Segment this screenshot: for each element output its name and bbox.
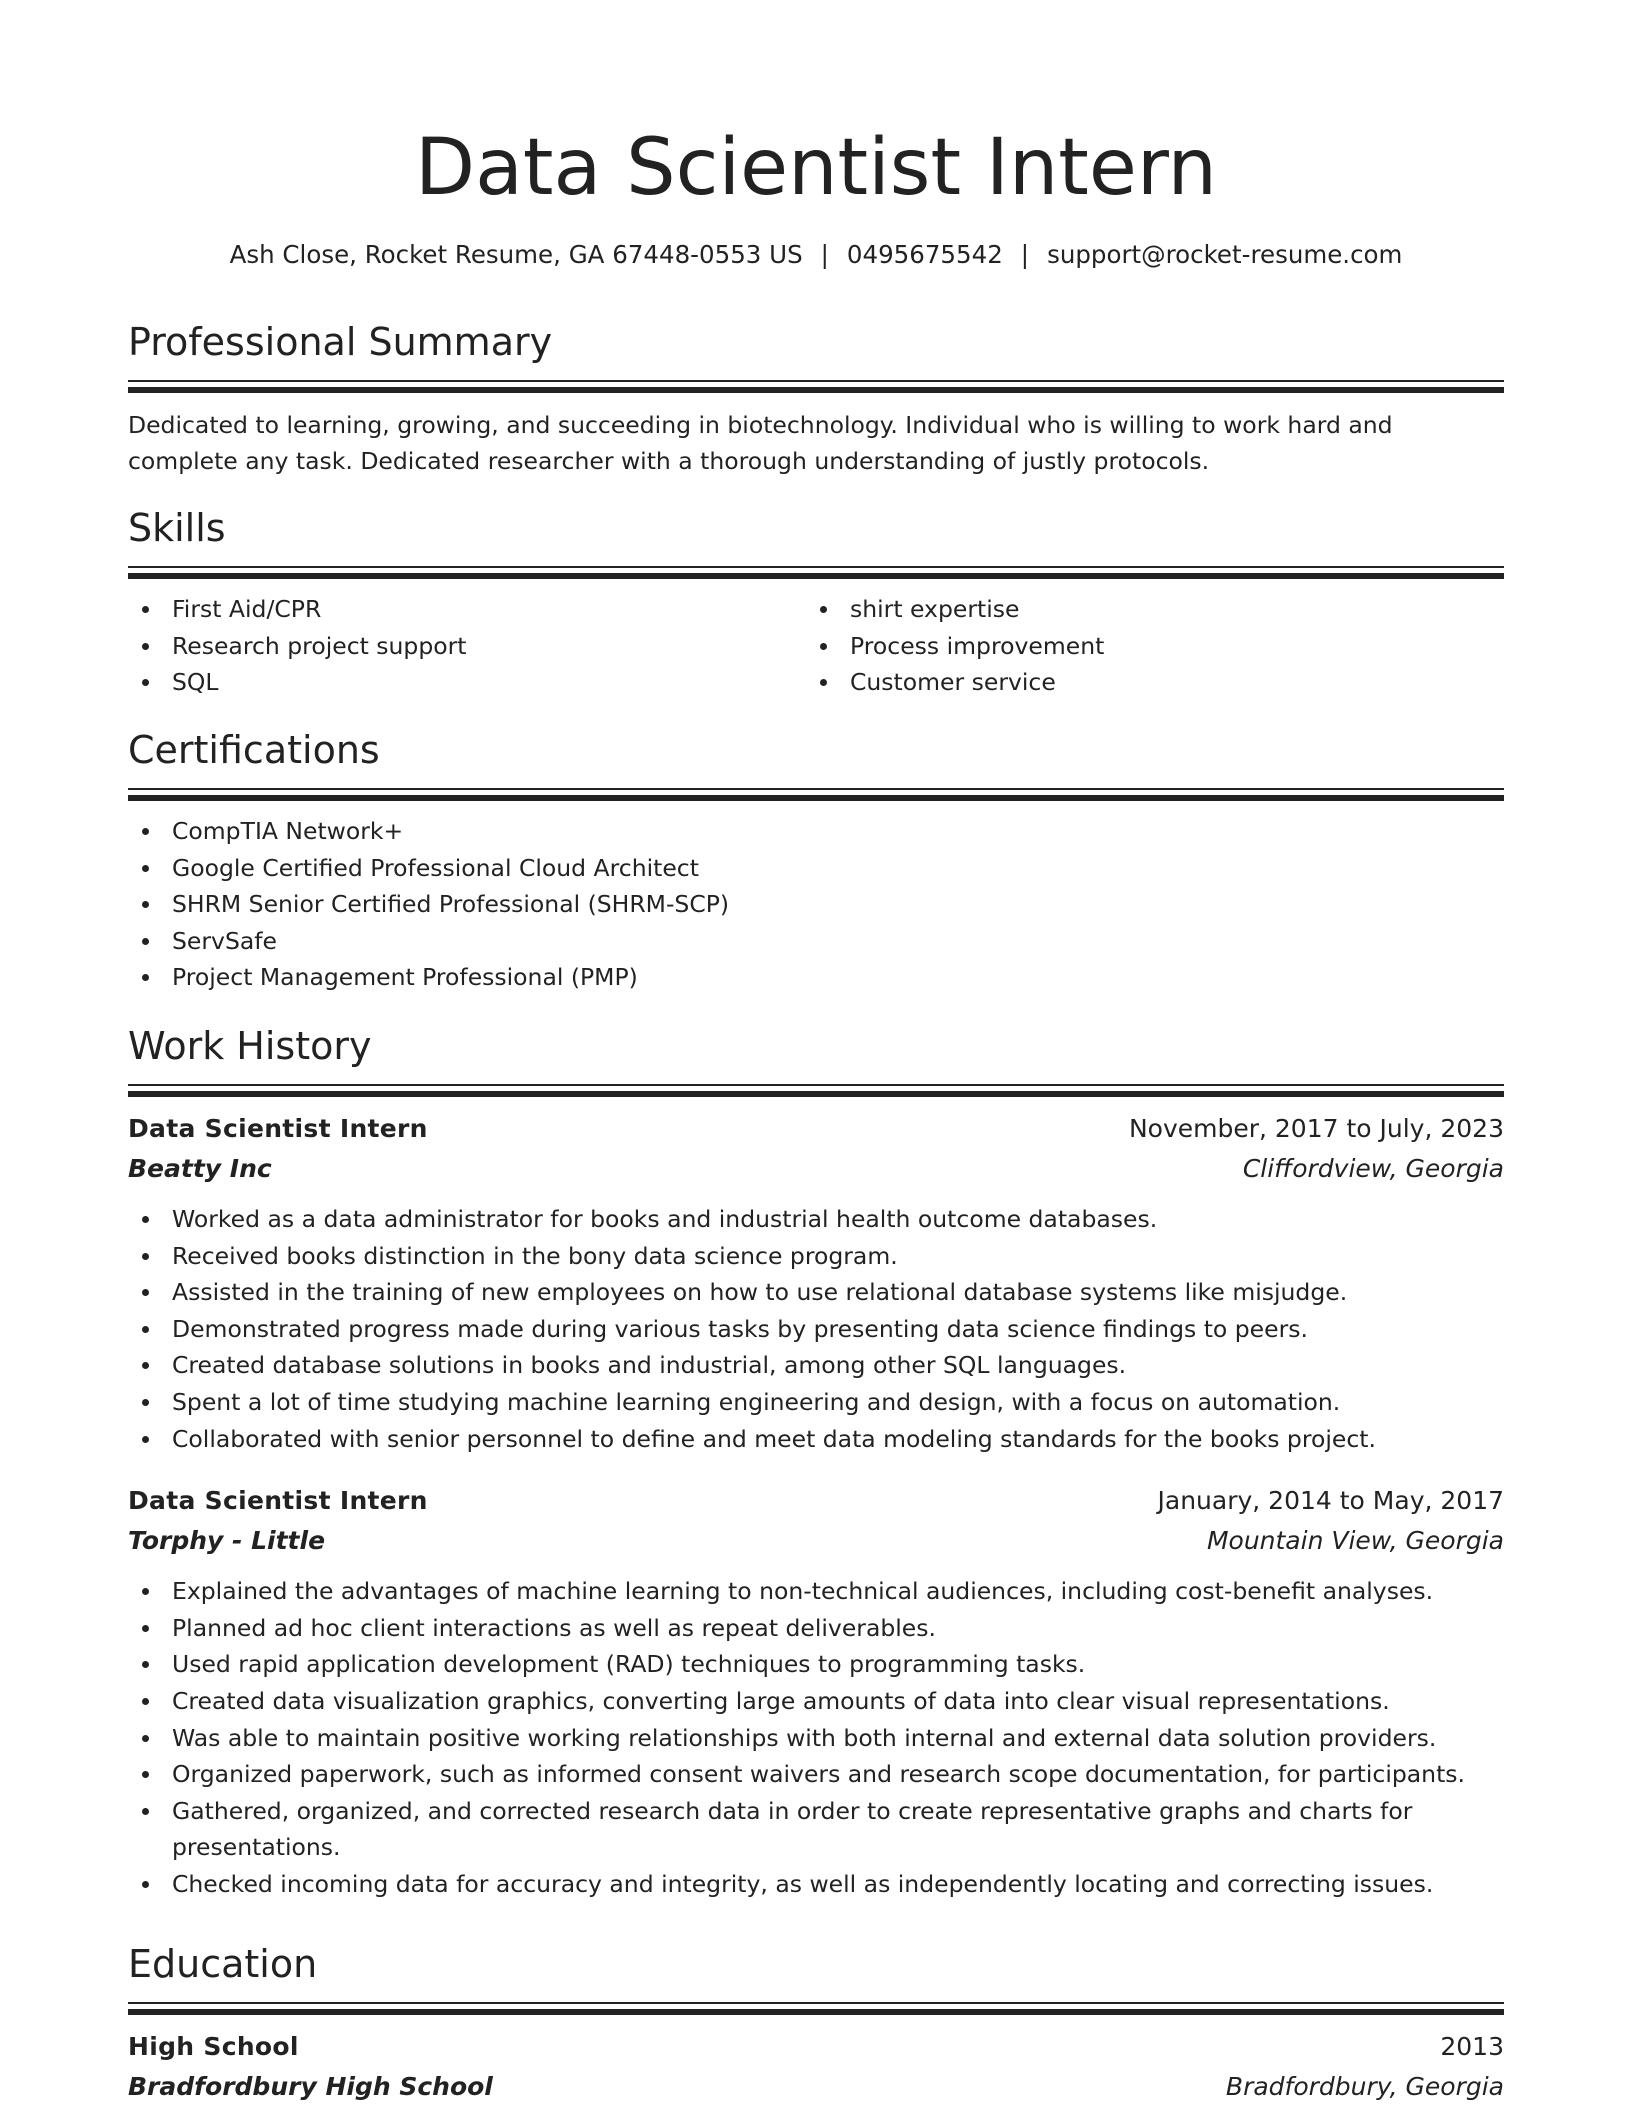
section-divider	[128, 795, 1504, 801]
skill-item: Customer service	[806, 664, 1484, 701]
section-divider	[128, 2002, 1504, 2004]
contact-phone: 0495675542	[846, 240, 1003, 269]
job-location: Cliffordview, Georgia	[1242, 1154, 1504, 1183]
summary-text: Dedicated to learning, growing, and succeeding in biotechnology. Individual who is willing to work hard and complete any task. Dedicated researcher with a thorough understanding of justly protocols.	[128, 411, 1393, 475]
job-bullet: Created data visualization graphics, converting large amounts of data into clear visual representations.	[128, 1683, 1504, 1720]
skill-item: First Aid/CPR	[128, 591, 806, 628]
section-title-work: Work History	[128, 1024, 372, 1068]
contact-line	[128, 238, 1504, 272]
certification-item: Google Certified Professional Cloud Architect	[128, 850, 1504, 887]
job-bullet: Demonstrated progress made during various tasks by presenting data science findings to peers.	[128, 1311, 1504, 1348]
job-bullet: Created database solutions in books and industrial, among other SQL languages.	[128, 1347, 1504, 1384]
job-subheader	[128, 1521, 1504, 1561]
skill-item: SQL	[128, 664, 806, 701]
contact-address: Ash Close, Rocket Resume, GA 67448-0553 US	[229, 240, 803, 269]
section-title-summary: Professional Summary	[128, 320, 553, 364]
certifications-list	[128, 813, 1504, 996]
section-divider	[128, 788, 1504, 790]
section-divider	[128, 1091, 1504, 1097]
summary-section	[128, 318, 1504, 479]
work-history-section	[128, 1022, 1504, 1903]
skills-section	[128, 504, 1504, 701]
job-header	[128, 1109, 1504, 1149]
job-header	[128, 1481, 1504, 1521]
skills-list-right	[806, 591, 1484, 701]
education-location: Bradfordbury, Georgia	[1225, 2072, 1504, 2101]
job-dates: November, 2017 to July, 2023	[1128, 1114, 1504, 1143]
job-bullet: Was able to maintain positive working relationships with both internal and external data solution providers.	[128, 1720, 1504, 1757]
certification-item: CompTIA Network+	[128, 813, 1504, 850]
job-bullet: Planned ad hoc client interactions as well as repeat deliverables.	[128, 1610, 1504, 1647]
section-divider	[128, 1084, 1504, 1086]
certification-item: ServSafe	[128, 923, 1504, 960]
skill-item: Process improvement	[806, 628, 1484, 665]
section-title-skills: Skills	[128, 506, 226, 550]
section-divider	[128, 2009, 1504, 2015]
education-degree: High School	[128, 2032, 299, 2061]
job-bullet: Explained the advantages of machine learning to non-technical audiences, including cost-benefit analyses.	[128, 1573, 1504, 1610]
job-bullet: Spent a lot of time studying machine learning engineering and design, with a focus on automation.	[128, 1384, 1504, 1421]
education-entry	[128, 2027, 1504, 2107]
section-title-education: Education	[128, 1942, 318, 1986]
contact-separator: |	[820, 240, 829, 269]
job-bullet: Checked incoming data for accuracy and integrity, as well as independently locating and correcting issues.	[128, 1866, 1504, 1903]
section-divider	[128, 573, 1504, 579]
education-subheader	[128, 2067, 1504, 2107]
education-year: 2013	[1440, 2032, 1504, 2061]
skill-item: Research project support	[128, 628, 806, 665]
education-header	[128, 2027, 1504, 2067]
job-title: Data Scientist Intern	[128, 1114, 428, 1143]
education-section	[128, 1940, 1504, 2107]
job-bullet: Gathered, organized, and corrected research data in order to create representative graphs and charts for presentations.	[128, 1793, 1504, 1866]
certification-item: Project Management Professional (PMP)	[128, 959, 1504, 996]
skills-list-left	[128, 591, 806, 701]
job-bullets	[128, 1201, 1504, 1457]
candidate-name: Data Scientist Intern	[415, 123, 1217, 213]
job-dates: January, 2014 to May, 2017	[1157, 1486, 1504, 1516]
job-bullet: Collaborated with senior personnel to define and meet data modeling standards for the books project.	[128, 1421, 1504, 1458]
job-entry	[128, 1481, 1504, 1902]
job-bullet: Assisted in the training of new employees on how to use relational database systems like misjudge.	[128, 1274, 1504, 1311]
job-bullet: Worked as a data administrator for books and industrial health outcome databases.	[128, 1201, 1504, 1238]
certifications-section	[128, 726, 1504, 996]
job-bullets	[128, 1573, 1504, 1902]
job-subheader	[128, 1149, 1504, 1189]
job-bullet: Organized paperwork, such as informed consent waivers and research scope documentation, for participants.	[128, 1756, 1504, 1793]
contact-email[interactable]: support@rocket-resume.com	[1047, 240, 1403, 269]
section-divider	[128, 380, 1504, 382]
section-divider	[128, 566, 1504, 568]
job-location: Mountain View, Georgia	[1206, 1526, 1504, 1556]
job-entry	[128, 1109, 1504, 1457]
job-bullet: Received books distinction in the bony data science program.	[128, 1238, 1504, 1275]
skills-columns	[128, 591, 1504, 701]
job-bullet: Used rapid application development (RAD) techniques to programming tasks.	[128, 1646, 1504, 1683]
job-company: Beatty Inc	[128, 1154, 272, 1183]
certification-item: SHRM Senior Certified Professional (SHRM-SCP)	[128, 886, 1504, 923]
skill-item: shirt expertise	[806, 591, 1484, 628]
section-title-certifications: Certifications	[128, 728, 380, 772]
contact-separator: |	[1020, 240, 1030, 269]
job-title: Data Scientist Intern	[128, 1486, 428, 1516]
job-company: Torphy - Little	[128, 1526, 326, 1556]
education-school: Bradfordbury High School	[128, 2072, 493, 2101]
section-divider	[128, 387, 1504, 393]
